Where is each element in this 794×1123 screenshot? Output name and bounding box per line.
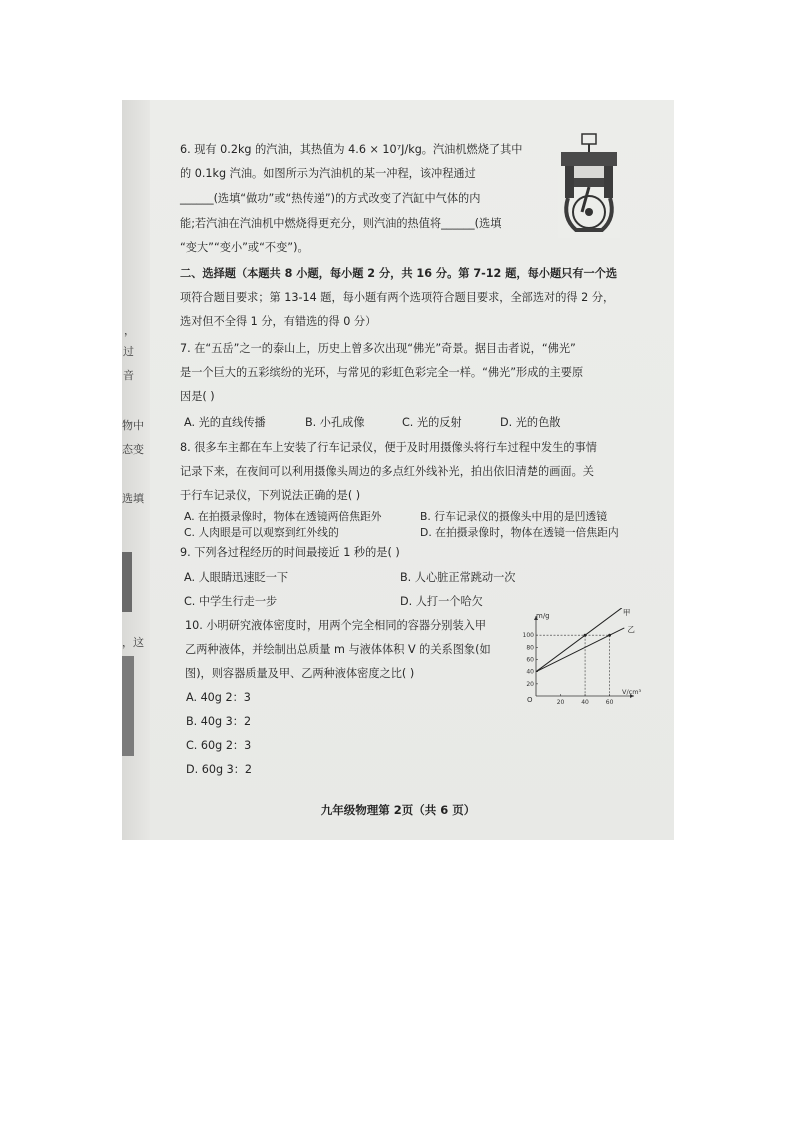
y-tick-label: 60 <box>526 656 534 664</box>
q9-option-d: D. 人打一个哈欠 <box>400 595 483 608</box>
page-footer: 九年级物理第 2页（共 6 页） <box>320 803 476 817</box>
q8-line-2: 记录下来，在夜间可以利用摄像头周边的多点红外线补光，拍出依旧清楚的画面。关 <box>180 465 594 478</box>
series-label: 乙 <box>627 624 635 634</box>
exam-page <box>122 100 674 840</box>
side-text: 态变 <box>122 443 144 456</box>
y-tick-label: 80 <box>526 644 534 652</box>
side-text: ， <box>124 324 135 337</box>
x-tick-label: 20 <box>556 699 565 706</box>
q7-line-1: 7. 在“五岳”之一的泰山上，历史上曾多次出现“佛光”奇景。据目击者说，“佛光” <box>180 342 576 355</box>
x-tick-label: 40 <box>581 699 589 706</box>
y-tick-label: 20 <box>526 680 534 688</box>
q8-option-d: D. 在拍摄录像时，物体在透镜一倍焦距内 <box>420 526 619 539</box>
q8-option-c: C. 人肉眼是可以观察到红外线的 <box>184 526 339 539</box>
q10-line-3: 图)，则容器质量及甲、乙两种液体密度之比( ) <box>185 667 415 680</box>
scanned-photo <box>122 100 674 840</box>
y-tick-label: 100 <box>522 632 534 640</box>
x-tick-label: 60 <box>605 699 614 706</box>
y-tick-label: 40 <box>526 668 534 676</box>
q9-option-b: B. 人心脏正常跳动一次 <box>400 571 516 584</box>
q9-line-1: 9. 下列各过程经历的时间最接近 1 秒的是( ) <box>180 546 400 559</box>
q9-option-a: A. 人眼睛迅速眨一下 <box>184 571 289 584</box>
q8-line-1: 8. 很多车主都在车上安装了行车记录仪，便于及时用摄像头将行车过程中发生的事情 <box>180 441 597 454</box>
q7-option-d: D. 光的色散 <box>500 416 561 429</box>
y-axis-label: m/g <box>536 612 550 620</box>
q7-option-b: B. 小孔成像 <box>305 416 365 429</box>
section2-line-3: 选对但不全得 1 分，有错选的得 0 分） <box>180 315 377 328</box>
q10-option-d: D. 60g 3：2 <box>186 763 253 776</box>
data-point <box>584 634 587 637</box>
q6-line-1: 6. 现有 0.2kg 的汽油，其热值为 4.6 × 10⁷J/kg。汽油机燃烧了其中 <box>180 143 523 156</box>
q8-line-3: 于行车记录仪，下列说法正确的是( ) <box>180 489 361 502</box>
chart-series <box>536 608 635 672</box>
side-text: 物中 <box>122 419 144 432</box>
q8-option-b: B. 行车记录仪的摄像头中用的是凹透镜 <box>420 510 608 523</box>
data-point <box>608 634 611 637</box>
chart-axes <box>534 616 634 698</box>
q7-line-3: 因是( ) <box>180 390 215 403</box>
q7-option-c: C. 光的反射 <box>402 416 462 429</box>
x-axis-label: V/cm³ <box>622 688 642 696</box>
series-label: 甲 <box>622 608 631 617</box>
q6-line-4: 能;若汽油在汽油机中燃烧得更充分，则汽油的热值将______(选填 <box>180 217 502 230</box>
mass-volume-chart <box>518 608 648 713</box>
side-figure <box>122 656 134 756</box>
q9-option-c: C. 中学生行走一步 <box>184 595 278 608</box>
side-text: 过 <box>123 345 134 358</box>
q6-line-2: 的 0.1kg 汽油。如图所示为汽油机的某一冲程，该冲程通过 <box>180 167 476 180</box>
side-text: ，这 <box>122 636 144 649</box>
q7-option-a: A. 光的直线传播 <box>184 416 266 429</box>
q10-option-a: A. 40g 2：3 <box>186 691 251 704</box>
section2-line-1: 二、选择题（本题共 8 小题，每小题 2 分，共 16 分。第 7-12 题，每小题只有一个选 <box>180 267 618 280</box>
side-text: 选填 <box>122 492 144 505</box>
q7-line-2: 是一个巨大的五彩缤纷的光环，与常见的彩虹色彩完全一样。“佛光”形成的主要原 <box>180 366 584 379</box>
q6-line-3: ______(选填“做功”或“热传递”)的方式改变了汽缸中气体的内 <box>180 192 481 205</box>
side-text: 音 <box>123 369 134 382</box>
series-line <box>536 628 624 672</box>
side-figure <box>122 552 132 612</box>
q10-option-b: B. 40g 3：2 <box>186 715 252 728</box>
section2-line-2: 项符合题目要求；第 13-14 题，每小题有两个选项符合题目要求，全部选对的得 2 分， <box>180 291 615 304</box>
origin-label: O <box>527 696 533 704</box>
q10-line-1: 10. 小明研究液体密度时，用两个完全相同的容器分别装入甲 <box>185 619 487 632</box>
q10-option-c: C. 60g 2：3 <box>186 739 252 752</box>
engine-stroke-diagram <box>558 132 620 238</box>
q8-option-a: A. 在拍摄录像时，物体在透镜两倍焦距外 <box>184 510 382 523</box>
adjacent-page-strip <box>122 100 150 840</box>
q6-line-5: “变大”“变小”或“不变”)。 <box>180 241 309 254</box>
q10-line-2: 乙两种液体，并绘制出总质量 m 与液体体积 V 的关系图象(如 <box>185 643 491 656</box>
